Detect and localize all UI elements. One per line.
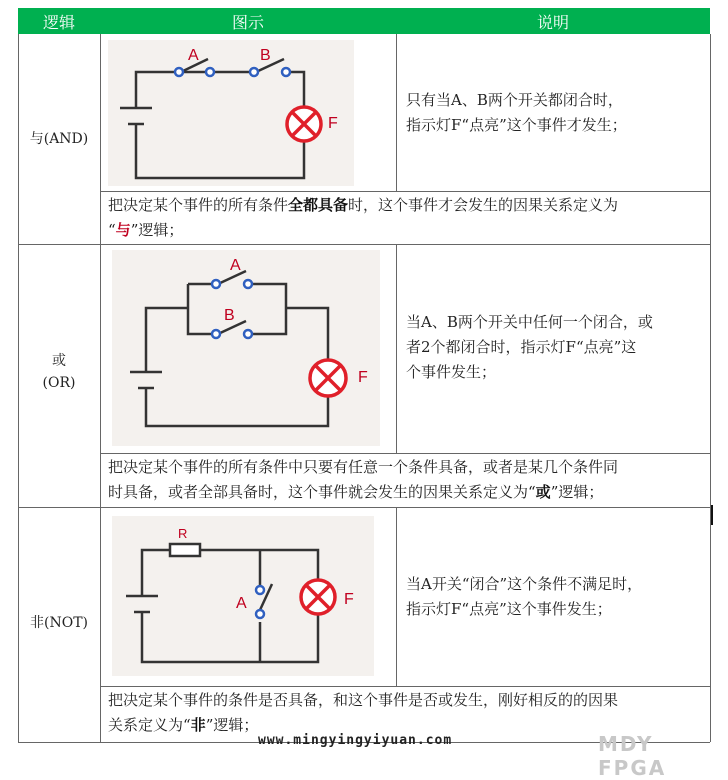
table-border-right bbox=[710, 34, 711, 742]
logic-or-line-1: 或 bbox=[52, 353, 66, 369]
and-summary-key: 与 bbox=[115, 221, 131, 239]
or-summary bbox=[108, 455, 708, 505]
or-summary-post: ”逻辑； bbox=[550, 483, 604, 501]
logic-or-label bbox=[18, 350, 100, 394]
logic-and-label: 与(AND) bbox=[29, 131, 89, 147]
or-summary-line-1: 把决定某个事件的所有条件中只要有任意一个条件具备，或者是某几个条件同 bbox=[108, 458, 619, 476]
header-description: 说明 bbox=[396, 8, 710, 34]
column-divider-2c bbox=[396, 507, 397, 686]
header-logic: 逻辑 bbox=[18, 8, 100, 34]
or-desc-line-1: 当A、B两个开关中任何一个闭合，或 bbox=[406, 313, 653, 331]
logic-or-line-2: (OR) bbox=[42, 375, 76, 391]
and-description bbox=[406, 88, 706, 138]
and-circuit-diagram bbox=[108, 40, 354, 186]
and-summary-bold: 全都具备 bbox=[288, 196, 349, 214]
row-sub-divider-3 bbox=[100, 686, 710, 687]
and-desc-line-2: 指示灯F“点亮”这个事件才发生； bbox=[406, 116, 627, 134]
or-switch-a-label: A bbox=[230, 257, 241, 274]
column-divider-2a bbox=[396, 34, 397, 191]
or-lamp-f-label: F bbox=[358, 369, 368, 386]
or-summary-key: 或 bbox=[535, 483, 551, 501]
row-divider-1 bbox=[18, 244, 710, 245]
not-circuit-diagram bbox=[112, 516, 374, 676]
not-description bbox=[406, 572, 706, 622]
or-description bbox=[406, 310, 706, 385]
column-divider-1 bbox=[100, 34, 101, 742]
not-switch-a-label: A bbox=[236, 595, 247, 612]
not-summary-key: 非 bbox=[190, 716, 206, 734]
logic-not-label: 非(NOT) bbox=[30, 615, 88, 631]
and-summary-post: ”逻辑； bbox=[130, 221, 184, 239]
and-switch-b-label: B bbox=[260, 47, 271, 64]
or-desc-line-2: 者2个都闭合时，指示灯F“点亮”这 bbox=[406, 338, 637, 356]
and-summary-pre: 把决定某个事件的所有条件 bbox=[108, 196, 289, 214]
or-circuit-diagram bbox=[112, 250, 380, 446]
row-sub-divider-2 bbox=[100, 453, 710, 454]
not-lamp-f-label: F bbox=[344, 591, 354, 608]
row-divider-2 bbox=[18, 507, 710, 508]
and-lamp-f-label: F bbox=[328, 115, 338, 132]
not-desc-line-1: 当A开关“闭合”这个条件不满足时， bbox=[406, 575, 643, 593]
not-summary-line-1: 把决定某个事件的条件是否具备，和这个事件是否或发生，刚好相反的的因果 bbox=[108, 691, 619, 709]
and-summary-mid: 时，这个事件才会发生的因果关系定义为 bbox=[348, 196, 619, 214]
or-summary-pre: 时具备，或者全部具备时，这个事件就会发生的因果关系定义为“ bbox=[108, 483, 536, 501]
not-summary-post: ”逻辑； bbox=[205, 716, 259, 734]
and-desc-line-1: 只有当A、B两个开关都闭合时， bbox=[406, 91, 623, 109]
not-resistor-r-label: R bbox=[178, 526, 188, 541]
or-desc-line-3: 个事件发生； bbox=[406, 363, 497, 381]
header-diagram: 图示 bbox=[100, 8, 396, 34]
and-switch-a-label: A bbox=[188, 47, 199, 64]
and-summary bbox=[108, 193, 708, 243]
not-summary-pre: 关系定义为“ bbox=[108, 716, 191, 734]
column-divider-2b bbox=[396, 244, 397, 453]
text-cursor bbox=[711, 505, 713, 525]
or-switch-b-label: B bbox=[224, 307, 235, 324]
not-desc-line-2: 指示灯F“点亮”这个事件发生； bbox=[406, 600, 612, 618]
row-sub-divider-1 bbox=[100, 191, 710, 192]
and-summary-quote-open: “ bbox=[108, 221, 116, 239]
watermark-brand: MDY FPGA bbox=[598, 732, 667, 780]
not-summary bbox=[108, 688, 708, 738]
watermark-url: www.mingyingyiyuan.com bbox=[258, 733, 453, 748]
